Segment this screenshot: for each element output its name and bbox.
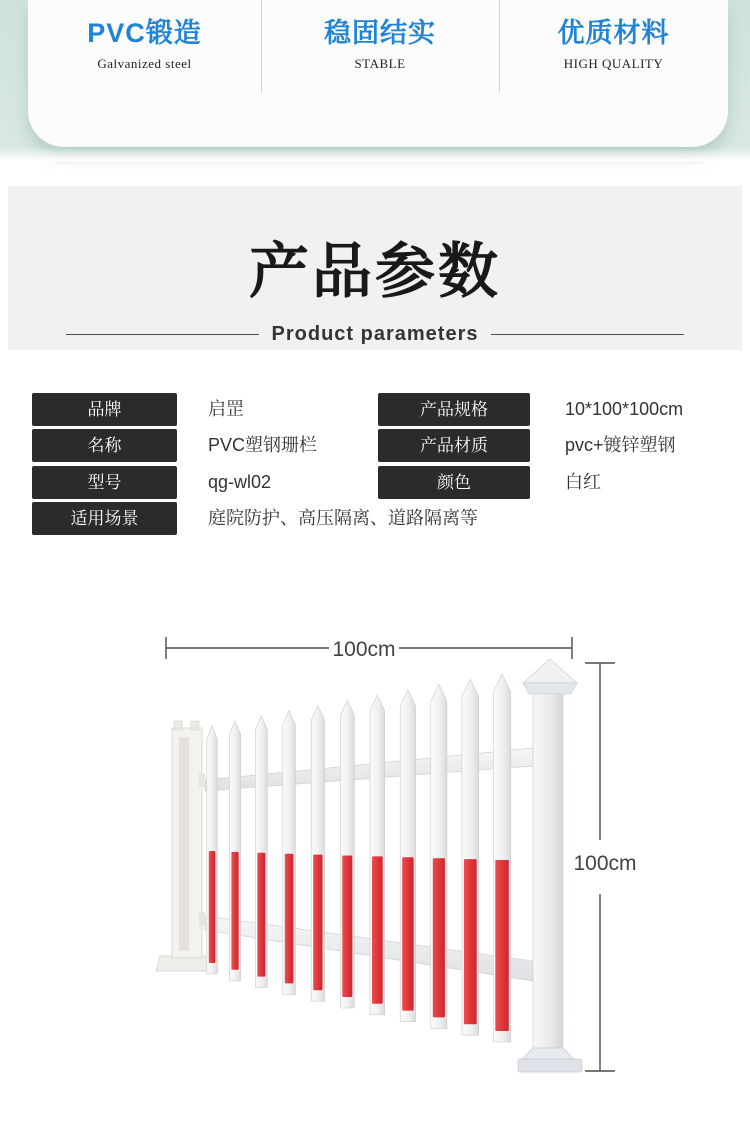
spec-label-brand: 品牌 [32,393,177,426]
fence-rails [205,748,533,981]
feature-subtitle: Galvanized steel [97,55,192,71]
product-image [0,615,750,1085]
lower-rail [205,916,533,981]
spec-value-color: 白红 [565,472,601,492]
fence-pickets [207,674,511,1042]
spec-label-model: 型号 [32,466,177,499]
vertical-divider [499,0,500,93]
vertical-divider [261,0,262,93]
left-rule [66,334,259,335]
feature-title: 优质材料 [557,18,670,48]
height-dimension-label: 100cm [573,852,637,875]
picket-red-stripe [231,852,238,970]
picket-red-stripe [285,854,294,984]
feature-subtitle: STABLE [354,55,406,71]
picket-red-stripe [257,853,265,977]
spec-label-name: 名称 [32,429,177,462]
spec-value-name: PVC塑钢珊栏 [208,435,318,455]
height-dimension [573,663,636,1071]
width-dimension-label: 100cm [332,638,396,661]
section-subtitle: Product parameters [271,323,479,345]
picket-red-stripe [209,851,216,963]
picket-red-stripe [402,857,413,1010]
picket-red-stripe [313,855,322,991]
picket-red-stripe [372,856,383,1003]
spec-label-scene: 适用场景 [32,502,177,535]
spec-value-model: qg-wl02 [208,472,272,492]
hero-section [0,0,750,160]
spec-value-brand: 启罡 [208,399,244,419]
section-subtitle-row [8,323,742,346]
feature-title: 稳固结实 [324,18,436,48]
right-rule [491,334,684,335]
spec-value-material: pvc+镀锌塑钢 [565,435,676,455]
picket-red-stripe [342,856,352,998]
section-header [8,186,742,350]
feature-pvc-forged [28,0,261,147]
spec-value-size: 10*100*100cm [565,399,684,419]
feature-title: PVC锻造 [87,18,202,48]
upper-rail [205,748,533,791]
picket-red-stripe [433,858,445,1017]
spec-value-scene: 庭院防护、高压隔离、道路隔离等 [208,508,478,528]
feature-card [28,0,728,147]
width-dimension [166,637,572,661]
spec-label-material: 产品材质 [378,429,530,462]
spec-label-color: 颜色 [378,466,530,499]
section-title: 产品参数 [249,238,501,305]
feature-subtitle: HIGH QUALITY [563,55,664,71]
feature-high-quality [499,0,728,147]
spec-table [32,393,722,539]
right-post [518,659,582,1072]
picket-red-stripe [495,860,509,1031]
spec-label-size: 产品规格 [378,393,530,426]
picket-red-stripe [464,859,477,1024]
feature-stable [261,0,499,147]
